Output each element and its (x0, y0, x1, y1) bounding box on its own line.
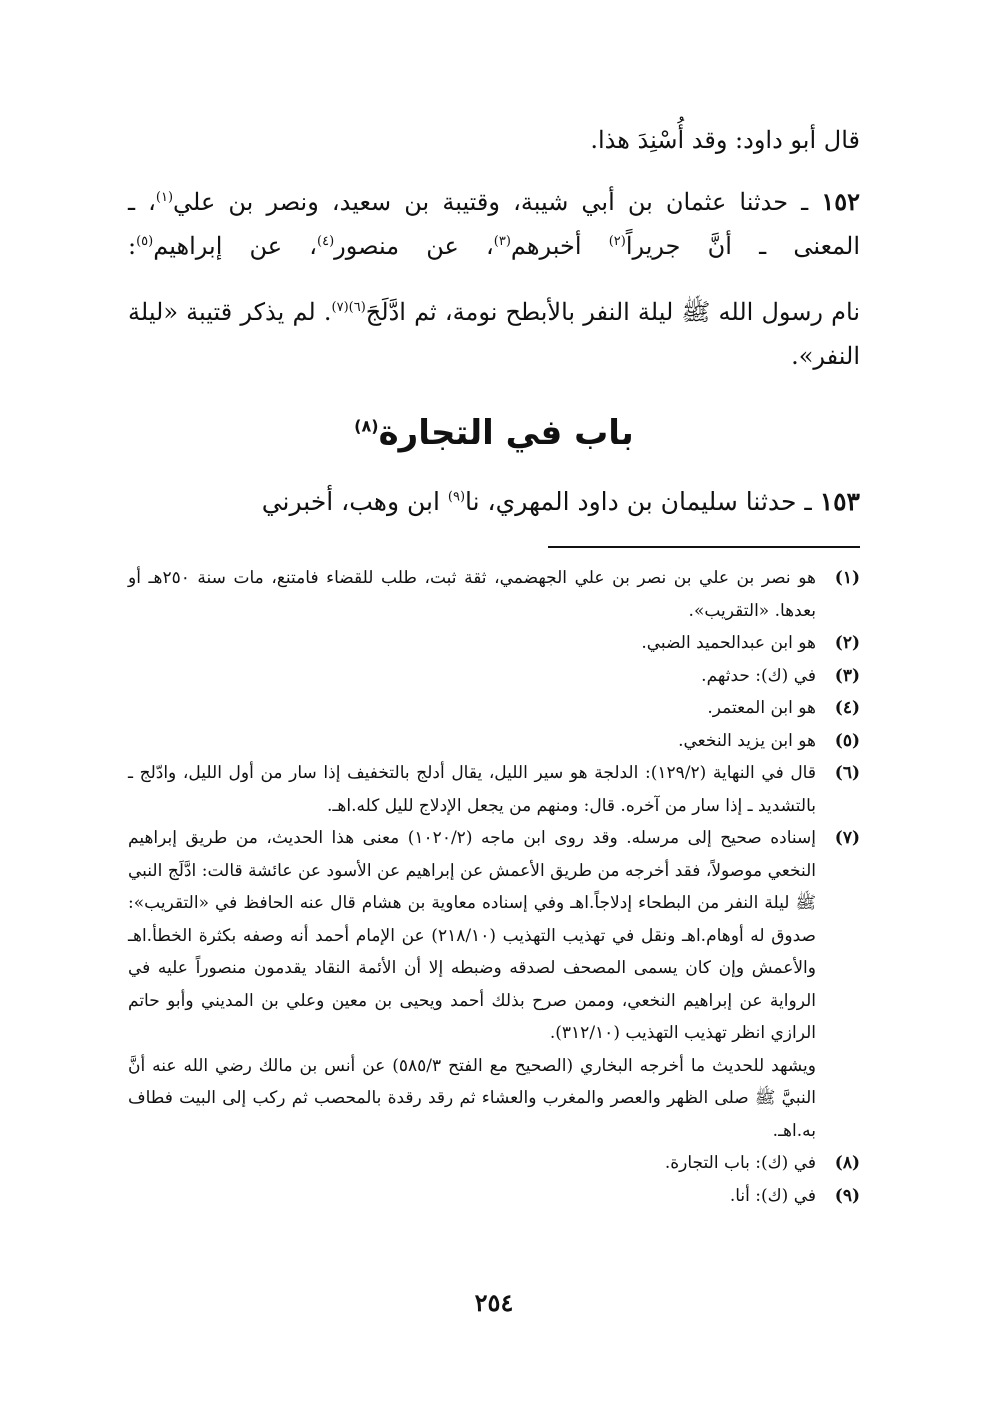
footnote-9 (128, 1180, 860, 1213)
footnote-1 (128, 562, 860, 627)
footnotes (128, 562, 860, 1212)
footnote-ref: (٩) (447, 489, 466, 505)
hadith-text: ـ حدثنا عثمان بن أبي شيبة، وقتيبة بن سعيد، ونصر بن علي (173, 188, 822, 216)
footnote-4 (128, 692, 860, 725)
footnote-number: (٢) (834, 633, 860, 653)
footnote-ref: (١) (155, 190, 174, 205)
footnote-text: في (ك): حدثهم. (701, 665, 816, 686)
page-number: ٢٥٤ (474, 1288, 514, 1317)
footnote-3 (128, 660, 860, 693)
footnote-7-continuation: ويشهد للحديث ما أخرجه البخاري (الصحيح مع الفتح ٥٨٥/٣) عن أنس بن مالك رضي الله عنه أنَّ النبيَّ ﷺ صلى الظهر والعصر والمغرب والعشاء ثم رقد رقدة بالمحصب ثم ركب إلى البيت فطاف به.اهـ. (128, 1055, 816, 1141)
footnote-divider (548, 546, 860, 548)
footnote-number: (٩) (834, 1185, 860, 1206)
footnote-7 (128, 822, 860, 1050)
footnote-ref: (٦)(٧) (331, 300, 366, 315)
footnote-ref: (٢) (608, 234, 626, 249)
footnote-8 (128, 1147, 860, 1180)
footnote-number: (٦) (834, 763, 860, 783)
footnote-text: إسناده صحيح إلى مرسله. وقد روى ابن ماجه (١٠٢٠/٢) معنى هذا الحديث، من طريق إبراهيم النخعي موصولاً، فقد أخرجه من طريق الأعمش عن إبراهيم عن الأسود عن عائشة قالت: ادَّلَج النبي ﷺ ليلة النفر من البطحاء إدلاجاً.اهـ وفي إسناده معاوية بن هشام قال عنه الحافظ في «التقريب»: صدوق له أوهام.اهـ ونقل في تهذيب التهذيب (٢١٨/١٠) عن الإمام أحمد أنه وصفه بكثرة الخطأ.اهـ والأعمش وإن كان يسمى المصحف لصدقه وضبطه إلا أن الأئمة النقاد يقدمون منصوراً عليه في الرواية عن إبراهيم النخعي، وممن صرح بذلك أحمد ويحيى بن معين وعلي بن المديني وأبو حاتم الرازي انظر تهذيب التهذيب (٣١٢/١٠). (128, 828, 816, 1043)
footnote-text: في (ك): أنا. (729, 1185, 816, 1206)
hadith-text: : (128, 232, 137, 260)
hadith-number: ١٥٢ (821, 187, 860, 216)
footnote-text: قال في النهاية (١٢٩/٢): الدلجة هو سير الليل، يقال أدلج بالتخفيف إذا سار من أول الليل، وادّلج ـ بالتشديد ـ إذا سار من آخره. قال: ومنهم من يجعل الإدلاج لليل كله.اهـ. (128, 763, 816, 816)
footnote-number: (١) (834, 568, 860, 588)
hadith-text: أخبرهم (510, 232, 609, 260)
hadith-text: ، عن منصور (334, 232, 494, 260)
footnote-2 (128, 627, 860, 660)
hadith-153-chain (128, 480, 860, 524)
footnote-text: في (ك): باب التجارة. (664, 1153, 816, 1173)
footnote-text: هو ابن المعتمر. (707, 698, 816, 718)
hadith-152-chain (128, 180, 860, 268)
abu-dawud-remark: قال أبو داود: وقد أُسْنِدَ هذا. (590, 126, 860, 154)
footnote-ref: (٤) (317, 234, 335, 249)
footnote-number: (٥) (834, 730, 860, 751)
footnote-text: هو ابن عبدالحميد الضبي. (641, 633, 816, 653)
hadith-text: ـ حدثنا سليمان بن داود المهري، نا (465, 487, 820, 516)
hadith-text: ، عن إبراهيم (153, 232, 318, 260)
footnote-ref: (٥) (136, 234, 154, 249)
footnote-number: (٨) (834, 1153, 860, 1173)
hadith-text: ، ـ المعنى ـ أنَّ جريراً (128, 188, 860, 260)
footnote-5 (128, 725, 860, 758)
chapter-heading (0, 405, 988, 461)
hadith-text: نام رسول الله ﷺ ليلة النفر بالأبطح نومة، ثم ادَّلَجَ (365, 298, 860, 326)
footnote-number: (٣) (834, 665, 860, 686)
footnote-6 (128, 757, 860, 822)
footnote-number: (٧) (834, 828, 860, 848)
footnote-text: هو ابن يزيد النخعي. (678, 730, 816, 751)
chapter-title: باب في التجارة (378, 413, 634, 453)
footnote-ref: (٣) (493, 234, 511, 249)
footnote-text: هو نصر بن علي بن نصر بن علي الجهضمي، ثقة ثبت، طلب للقضاء فامتنع، مات سنة ٢٥٠هـ أو بعدها. «التقريب». (128, 568, 816, 621)
hadith-152-text (128, 290, 860, 378)
hadith-number: ١٥٣ (819, 487, 860, 516)
footnote-number: (٤) (834, 698, 860, 718)
footnote-ref: (٨) (354, 416, 379, 436)
hadith-text: . لم يذكر قتيبة «ليلة النفر». (128, 298, 860, 370)
hadith-text: ابن وهب، أخبرني (261, 487, 448, 516)
